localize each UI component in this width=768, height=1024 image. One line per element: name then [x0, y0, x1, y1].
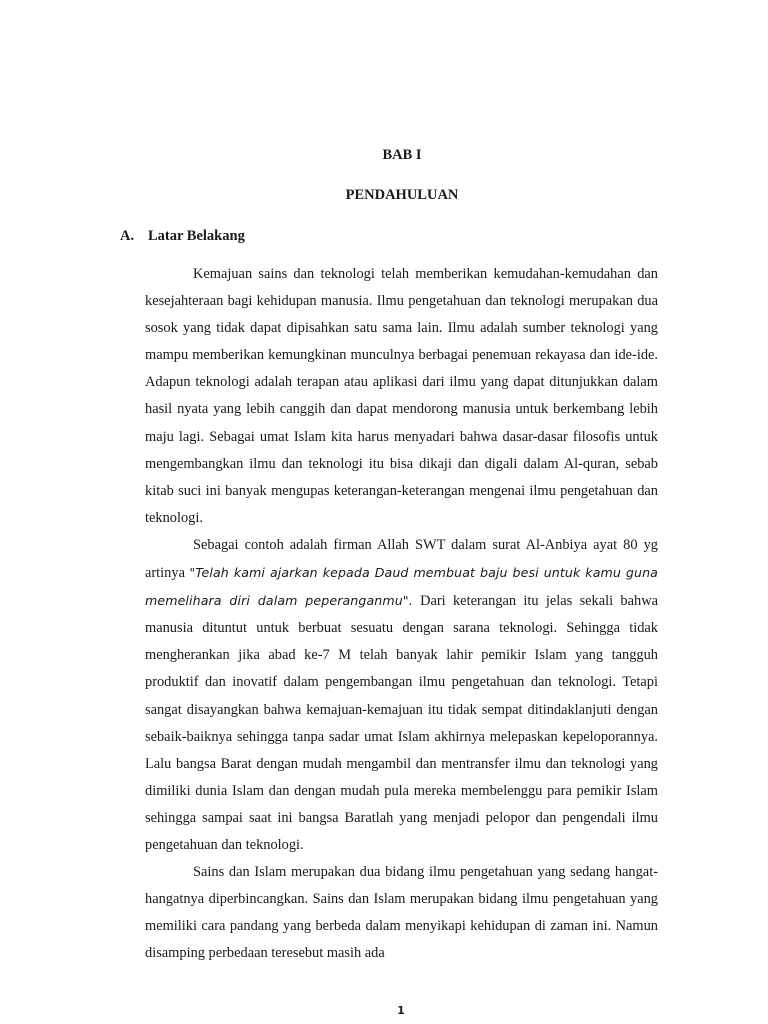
page-number: 1: [397, 1004, 405, 1017]
section-title: Latar Belakang: [148, 228, 245, 244]
paragraph-3: Sains dan Islam merupakan dua bidang ilmu pengetahuan yang sedang hangat-hangatnya diperbincangkan. Sains dan Islam merupakan bidang ilmu pengetahuan yang memiliki cara pandang yang berbeda dalam menyikapi kehidupan di zaman ini. Namun disamping perbedaan teresebut masih ada: [145, 864, 658, 962]
body-text: [145, 261, 658, 967]
paragraph-1: Kemajuan sains dan teknologi telah memberikan kemudahan-kemudahan dan kesejahteraan bagi kehidupan manusia. Ilmu pengetahuan dan teknologi merupakan dua sosok yang tidak dapat dipisahkan satu sama lain. Ilmu adalah sumber teknologi yang mampu memberikan kemungkinan munculnya berbagai penemuan rekayasa dan ide-ide. Adapun teknologi adalah terapan atau aplikasi dari ilmu yang dapat ditunjukkan dalam hasil nyata yang lebih canggih dan dapat mendorong manusia untuk berkembang lebih maju lagi. Sebagai umat Islam kita harus menyadari bahwa dasar-dasar filosofis untuk mengembangkan ilmu dan teknologi itu bisa dikaji dan digali dalam Al-quran, sebab kitab suci ini banyak mengupas keterangan-keterangan mengenai ilmu pengetahuan dan teknologi.: [145, 266, 658, 526]
paragraph-2-intro: Sebagai contoh adalah firman Allah SWT dalam surat Al-Anbiya ayat 80 yg artinya: [145, 536, 658, 582]
section-number: A.: [120, 228, 135, 244]
chapter-title: PENDAHULUAN: [345, 187, 459, 203]
section-heading: [120, 228, 245, 245]
paragraph-2-body: Dari keterangan itu jelas sekali bahwa manusia dituntut untuk berbuat sesuatu dengan sarana teknologi. Sehingga tidak mengherankan jika abad ke-7 M telah banyak lahir pemikir Islam yang tangguh produktif dan inovatif dalam pengembangan ilmu pengetahuan dan teknologi. Tetapi sangat disayangkan bahwa kemajuan-kemajuan itu tidak sempat ditindaklanjuti dengan sebaik-baiknya sehingga tanpa sadar umat Islam akhirnya melepaskan kepeloporannya. Lalu bangsa Barat dengan mudah mengambil dan mentransfer ilmu dan teknologi yang dimiliki dunia Islam dan dengan mudah pula mereka membelenggu para pemikir Islam sehingga sampai saat ini bangsa Baratlah yang menjadi pelopor dan pengendali ilmu pengetahuan dan teknologi.: [145, 593, 658, 853]
chapter-number: BAB I: [382, 147, 422, 163]
paragraph-2: [145, 532, 658, 859]
quran-quote: "Telah kami ajarkan kepada Daud membuat baju besi untuk kamu guna memelihara diri dalam peperanganmu".: [145, 565, 658, 609]
